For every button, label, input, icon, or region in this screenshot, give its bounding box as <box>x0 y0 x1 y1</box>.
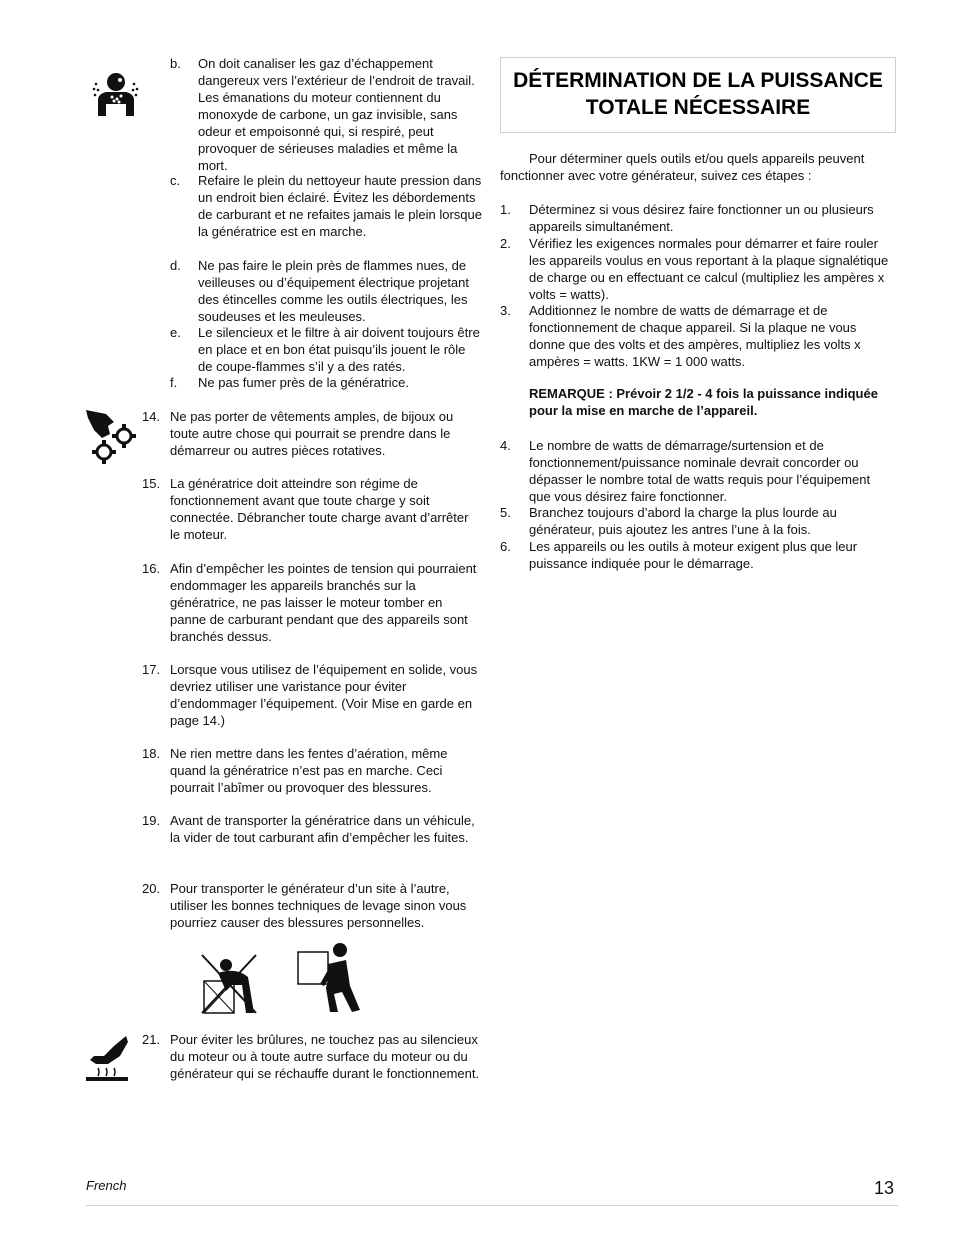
list-item-number: 20. <box>142 881 161 896</box>
list-item-text: Pour transporter le générateur d’un site à l’autre, utiliser les bonnes techniques de levage sinon vous pourriez causer des blessures personnelles. <box>170 881 467 930</box>
list-item-text: Ne rien mettre dans les fentes d’aération, même quand la génératrice n’est pas en marche. Ceci pourrait l’abîmer ou provoquer des blessures. <box>170 746 448 795</box>
correct-lifting-icon <box>294 940 364 1016</box>
list-item-label: c. <box>170 173 181 188</box>
list-item-text: Afin d’empêcher les pointes de tension qui pourraient endommager les appareils branchés sur la génératrice, ne pas laisser le moteur tomber en panne de carburant pendant que des appareils sont branchés dessus. <box>170 561 477 644</box>
step-item <box>500 437 895 505</box>
list-item-number: 21. <box>142 1032 161 1047</box>
footer-divider <box>86 1205 898 1206</box>
incorrect-lifting-icon <box>196 951 262 1017</box>
list-item-number: 17. <box>142 662 161 677</box>
list-item-number: 15. <box>142 476 161 491</box>
section-heading-box <box>500 57 896 133</box>
list-item-text: Ne pas porter de vêtements amples, de bijoux ou toute autre chose qui pourrait se prendre dans le démarreur ou autres pièces rotatives. <box>170 409 454 458</box>
list-item-label: d. <box>170 258 181 273</box>
entanglement-gears-icon <box>84 408 140 466</box>
list-item <box>142 475 482 543</box>
step-number: 1. <box>500 202 511 217</box>
step-text: Les appareils ou les outils à moteur exigent plus que leur puissance indiquée pour le démarrage. <box>529 539 858 571</box>
list-item-number: 19. <box>142 813 161 828</box>
list-item-text: Ne pas faire le plein près de flammes nues, de veilleuses ou d’équipement électrique projetant des étincelles comme les outils électriques, les soudeuses et les meuleuses. <box>198 258 470 324</box>
step-text: Vérifiez les exigences normales pour démarrer et faire rouler les appareils voulus en vous reportant à la plaque signalétique de charge ou en effectuant ce calcul (multipliez les ampères x volts = watts). <box>529 236 889 302</box>
step-text: Additionnez le nombre de watts de démarrage et de fonctionnement de chaque appareil. Si la plaque ne vous donne que des volts et des ampères, multipliez les volts x ampères = watts. 1KW = 1 000 watts. <box>529 303 861 369</box>
list-item-label: b. <box>170 56 181 71</box>
list-item-text: Pour éviter les brûlures, ne touchez pas au silencieux du moteur ou à toute autre surface du moteur ou du générateur qui se réchauffe durant le fonctionnement. <box>170 1032 480 1081</box>
list-item <box>170 55 480 175</box>
step-number: 3. <box>500 303 511 318</box>
list-item <box>142 1031 482 1099</box>
list-item <box>142 880 482 931</box>
list-item-label: e. <box>170 325 181 340</box>
list-item <box>170 172 480 257</box>
step-text: Le nombre de watts de démarrage/surtension et de fonctionnement/puissance nominale devrait concorder ou dépasser le nombre total de watts requis pour l’équipement que vous désirez faire fonctionner. <box>529 438 871 504</box>
list-item-text: Le silencieux et le filtre à air doivent toujours être en place et en bon état puisqu’ils jouent le rôle de coupe-flammes s’il y a des ratés. <box>198 325 480 374</box>
list-item-text: On doit canaliser les gaz d’échappement dangereux vers l’extérieur de l’endroit de travail. Les émanations du moteur contiennent du monoxyde de carbone, un gaz invisible, sans odeur et empoisonné qui, si respiré, peut provoquer de sérieuses maladies et même la mort. <box>198 56 475 173</box>
list-item-text: Ne pas fumer près de la génératrice. <box>198 375 409 390</box>
list-item-text: Refaire le plein du nettoyeur haute pression dans un endroit bien éclairé. Évitez les débordements de carburant et ne refaites jamais le plein lorsque la génératrice est en marche. <box>198 173 482 239</box>
step-item <box>500 302 895 370</box>
list-item <box>142 661 482 729</box>
list-item <box>170 374 480 391</box>
step-text: Déterminez si vous désirez faire fonctionner un ou plusieurs appareils simultanément. <box>529 202 874 234</box>
footer-language: French <box>86 1178 127 1193</box>
section-heading: DÉTERMINATION DE LA PUISSANCE TOTALE NÉCESSAIRE <box>513 69 883 119</box>
step-text: Branchez toujours d’abord la charge la plus lourde au générateur, puis ajoutez les antres l’une à la fois. <box>529 505 837 537</box>
intro-paragraph: Pour déterminer quels outils et/ou quels appareils peuvent fonctionner avec votre générateur, suivez ces étapes : <box>500 151 865 183</box>
note-remark: REMARQUE : Prévoir 2 1/2 - 4 fois la puissance indiquée pour la mise en marche de l’appareil. <box>529 386 878 418</box>
hot-surface-icon <box>84 1034 132 1082</box>
list-item <box>142 408 482 459</box>
step-number: 2. <box>500 236 511 251</box>
list-item <box>170 324 480 375</box>
step-item <box>500 235 895 303</box>
toxic-fumes-icon <box>90 70 140 118</box>
list-item-number: 16. <box>142 561 161 576</box>
list-item <box>142 560 482 645</box>
step-number: 4. <box>500 438 511 453</box>
step-item <box>500 201 895 235</box>
list-item <box>142 745 482 796</box>
list-item-number: 18. <box>142 746 161 761</box>
step-item <box>500 538 895 572</box>
list-item <box>142 812 482 863</box>
list-item-text: La génératrice doit atteindre son régime de fonctionnement avant que toute charge y soit connectée. Débrancher toute charge avant d’arrêter le moteur. <box>170 476 469 542</box>
step-item <box>500 504 895 538</box>
list-item-label: f. <box>170 375 178 390</box>
step-number: 5. <box>500 505 511 520</box>
list-item-number: 14. <box>142 409 161 424</box>
list-item-text: Avant de transporter la génératrice dans un véhicule, la vider de tout carburant afin d’empêcher les fuites. <box>170 813 475 845</box>
page-number: 13 <box>874 1178 895 1198</box>
list-item <box>170 257 480 325</box>
list-item-text: Lorsque vous utilisez de l’équipement en solide, vous devriez utiliser une varistance pour éviter d’endommager l’équipement. (Voir Mise en garde en page 14.) <box>170 662 478 728</box>
step-number: 6. <box>500 539 511 554</box>
